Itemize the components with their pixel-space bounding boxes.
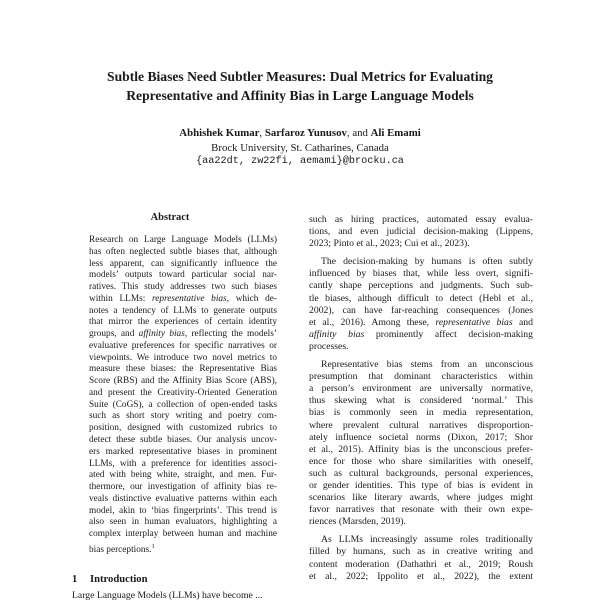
section-heading-introduction <box>72 574 148 585</box>
abstract-line: position, designed with customized rubrics to <box>89 423 277 434</box>
body-line: et al., 2022; Ippolito et al., 2022), the extent <box>309 570 533 582</box>
abstract-line: notes a tendency of LLMs to generate outputs <box>89 305 277 316</box>
abstract-line: and present the Creativity-Oriented Generation <box>89 387 277 398</box>
body-line: The decision-making by humans is often subtly <box>321 256 533 268</box>
body-line: where prevalent cultural narratives disproportion- <box>309 419 533 431</box>
abstract-line: ratives. This study addresses two such biases <box>89 282 277 293</box>
body-line: tle biases, although difficult to detect (Hebl et al., <box>309 292 533 304</box>
title-line-2: Representative and Affinity Bias in Large Language Models <box>126 87 474 103</box>
paper-title <box>60 68 540 105</box>
author-separator-2: , and <box>346 127 371 139</box>
abstract-line: complex interplay between human and machine <box>89 529 277 540</box>
body-line: riences (Marsden, 2019). <box>309 516 406 528</box>
body-line: such as cultural backgrounds, personal experiences, <box>309 467 533 479</box>
body-line: processes. <box>309 340 349 352</box>
introduction-first-line: Large Language Models (LLMs) have become ... <box>72 590 263 600</box>
abstract-body <box>89 235 277 553</box>
body-line: a person’s environment are universally normative, <box>309 383 533 395</box>
body-line: presumption that dominant characteristics within <box>309 371 533 383</box>
paragraph-decision-making <box>309 256 533 353</box>
body-line: et al., 2015). Affinity bias is the unconscious prefer- <box>309 443 533 455</box>
author-1: Abhishek Kumar <box>179 127 260 139</box>
body-line: or gender identities. This type of bias is evident in <box>309 479 533 491</box>
body-line: 2002), can have far-reaching consequences (Jones <box>309 304 533 316</box>
body-line: Representative bias stems from an unconscious <box>321 359 533 371</box>
abstract-line: ated with being white, straight, and men. Fur- <box>89 470 277 481</box>
paragraph-llms-roles <box>309 534 533 582</box>
paragraph-representative-bias <box>309 359 533 528</box>
author-emails: {aa22dt, zw22fi, aemami}@brocku.ca <box>196 156 404 167</box>
abstract-line: such as short story writing and poetry com- <box>89 411 277 422</box>
body-line: content moderation (Dathathri et al., 2019; Roush <box>309 558 533 570</box>
abstract-last-line <box>89 541 277 553</box>
author-block <box>60 126 540 170</box>
footnote-marker: 1 <box>151 542 155 550</box>
abstract-line: groups, and affinity bias, reflecting the models’ <box>89 329 277 340</box>
body-line: affinity bias prominently affect decision-making <box>309 328 533 340</box>
abstract-line: models’ outputs toward particular social nar- <box>89 270 277 281</box>
author-2: Sarfaroz Yunusov <box>264 127 347 139</box>
body-line: As LLMs increasingly assume roles traditionally <box>321 534 533 546</box>
emphasis-term: representative bias <box>151 293 227 304</box>
abstract-line: veals distinctive evaluative patterns within each <box>89 493 277 504</box>
abstract-line: less apparent, can significantly influence the <box>89 258 277 269</box>
author-3: Ali Emami <box>370 127 421 139</box>
abstract-heading: Abstract <box>150 212 190 223</box>
abstract-line: ers marked representative biases in prominent <box>89 446 277 457</box>
title-line-1: Subtle Biases Need Subtler Measures: Dual Metrics for Evaluating <box>107 69 493 84</box>
body-line: influenced by biases that, while less overt, signifi- <box>309 268 533 280</box>
body-line: such as hiring practices, automated essay evalua- <box>309 214 533 225</box>
body-line: scenarios like literary awards, where judges might <box>309 492 533 504</box>
body-line: thus skewing what is considered ‘normal.’ This <box>309 395 533 407</box>
abstract-line: Suite (CoGS), a collection of open-ended tasks <box>89 399 277 410</box>
body-line: ence for those who share similarities with oneself, <box>309 455 533 467</box>
paragraph-continued <box>309 214 533 250</box>
abstract-line: detect these subtle biases. Our analysis uncov- <box>89 435 277 446</box>
section-number: 1 <box>72 574 78 585</box>
body-line: favor narratives that resonate with their own expe- <box>309 504 533 516</box>
abstract-line: has often neglected subtle biases that, although <box>89 246 277 257</box>
abstract-line: viewpoints. We introduce two novel metrics to <box>89 352 277 363</box>
emphasis-term: representative bias <box>435 316 513 328</box>
abstract-line: that mirror the experiences of certain identity <box>89 317 277 328</box>
body-line: cantly shape perceptions and judgments. Such sub- <box>309 280 533 292</box>
emphasis-term: affinity bias <box>309 328 365 340</box>
abstract-line: Research on Large Language Models (LLMs) <box>89 235 277 245</box>
body-line: tions, and even judicial decision-making (Lippens, <box>309 226 533 238</box>
right-column-body <box>309 214 533 583</box>
abstract-line: bias perceptions. <box>89 545 152 555</box>
emphasis-term: affinity bias <box>138 329 185 340</box>
body-line: bias is commonly seen in media representation, <box>309 407 533 419</box>
author-names <box>60 126 540 141</box>
abstract-line: Score (RBS) and the Affinity Bias Score (ABS), <box>89 376 277 387</box>
abstract-line: LLMs, with a preference for identities associ- <box>89 458 277 469</box>
body-line: ately influence societal norms (Dixon, 2017; Shor <box>309 431 533 443</box>
body-line: et al., 2016). Among these, representative bias and <box>309 316 533 328</box>
body-line: filled by humans, such as in creative writing and <box>309 546 533 558</box>
abstract-line: thermore, our investigation of affinity bias re- <box>89 482 277 493</box>
author-separator-1: , <box>259 127 265 139</box>
section-title: Introduction <box>90 574 148 585</box>
abstract-line: within LLMs: representative bias, which de- <box>89 293 277 304</box>
affiliation: Brock University, St. Catharines, Canada <box>211 141 389 154</box>
body-line: 2023; Pinto et al., 2023; Cui et al., 2023). <box>309 238 470 250</box>
abstract-line: model, akin to ‘bias fingerprints’. This trend is <box>89 505 277 516</box>
abstract-line: measure these biases: the Representative Bias <box>89 364 277 375</box>
abstract-line: also seen in human evaluators, highlighting a <box>89 517 277 528</box>
abstract-line: evaluative preferences for specific narratives or <box>89 340 277 351</box>
